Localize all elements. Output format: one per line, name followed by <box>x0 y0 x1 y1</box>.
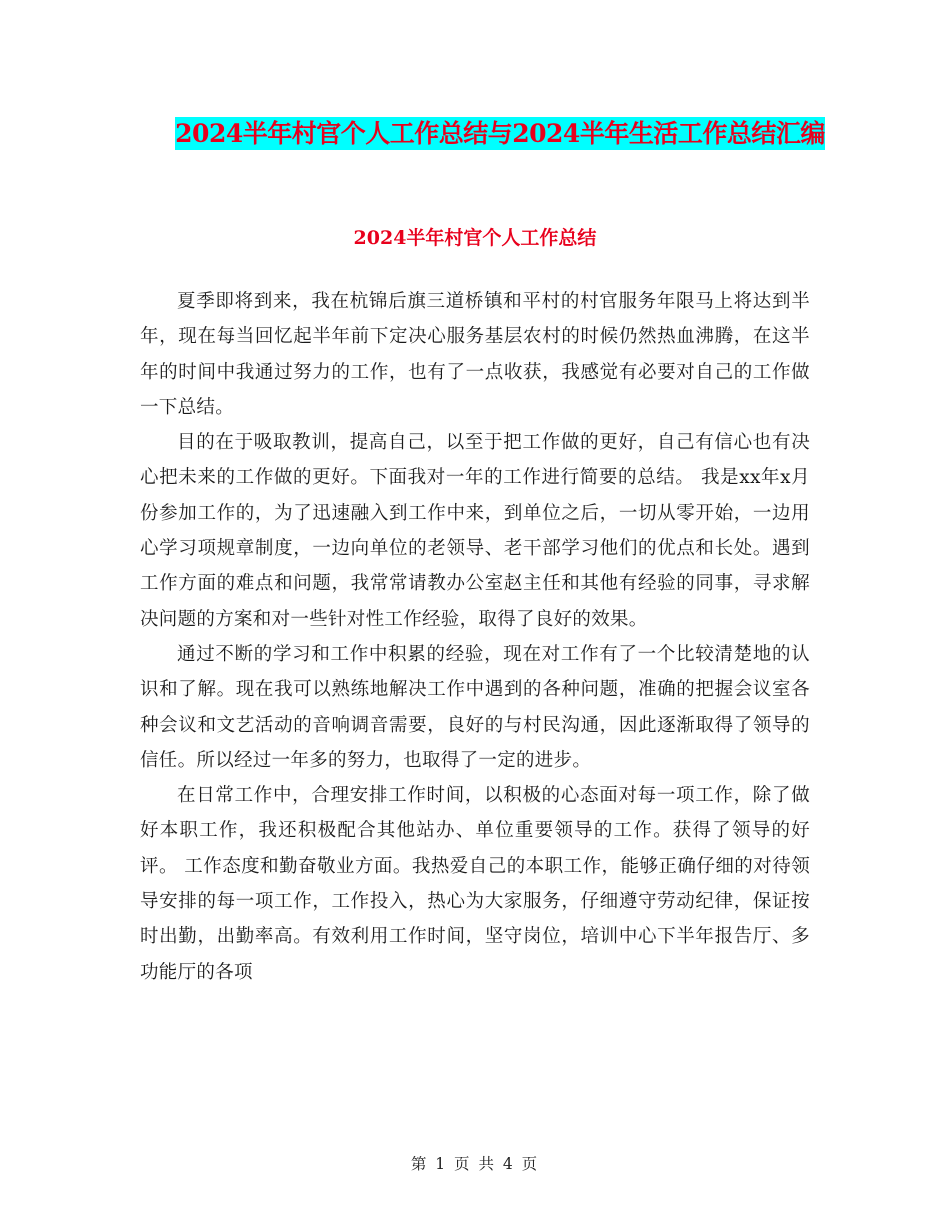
section-title: 2024半年村官个人工作总结 <box>353 227 597 249</box>
document-title-text: 2024半年村官个人工作总结与2024半年生活工作总结汇编 <box>175 119 825 148</box>
paragraph: 在日常工作中，合理安排工作时间，以积极的心态面对每一项工作，除了做好本职工作，我还积极配合其他站办、单位重要领导的工作。获得了领导的好评。 工作态度和勤奋敬业方面。我热爱自己的本职工作，能够正确仔细的对待领导安排的每一项工作，工作投入，热心为大家服务，仔细遵守劳动纪律，保证按时出勤，出勤率高。有效利用工作时间，坚守岗位，培训中心下半年报告厅、多功能厅的各项 <box>140 785 810 983</box>
document-title <box>140 112 860 156</box>
page-footer: 第 1 页 共 4 页 <box>410 1155 540 1173</box>
paragraph: 通过不断的学习和工作中积累的经验，现在对工作有了一个比较清楚地的认识和了解。现在我可以熟练地解决工作中遇到的各种问题，准确的把握会议室各种会议和文艺活动的音响调音需要，良好的与村民沟通，因此逐渐取得了领导的信任。所以经过一年多的努力，也取得了一定的进步。 <box>140 643 810 771</box>
paragraph: 目的在于吸取教训，提高自己，以至于把工作做的更好，自己有信心也有决心把未来的工作做的更好。下面我对一年的工作进行简要的总结。 我是xx年x月份参加工作的，为了迅速融入到工作中来，到单位之后，一切从零开始，一边用心学习项规章制度，一边向单位的老领导、老干部学习他们的优点和长处。遇到工作方面的难点和问题，我常常请教办公室赵主任和其他有经验的同事，寻求解决问题的方案和对一些针对性工作经验，取得了良好的效果。 <box>140 432 810 630</box>
paragraph: 夏季即将到来，我在杭锦后旗三道桥镇和平村的村官服务年限马上将达到半年，现在每当回忆起半年前下定决心服务基层农村的时候仍然热血沸腾，在这半年的时间中我通过努力的工作，也有了一点收获，我感觉有必要对自己的工作做一下总结。 <box>140 291 810 418</box>
document-body <box>140 284 810 990</box>
